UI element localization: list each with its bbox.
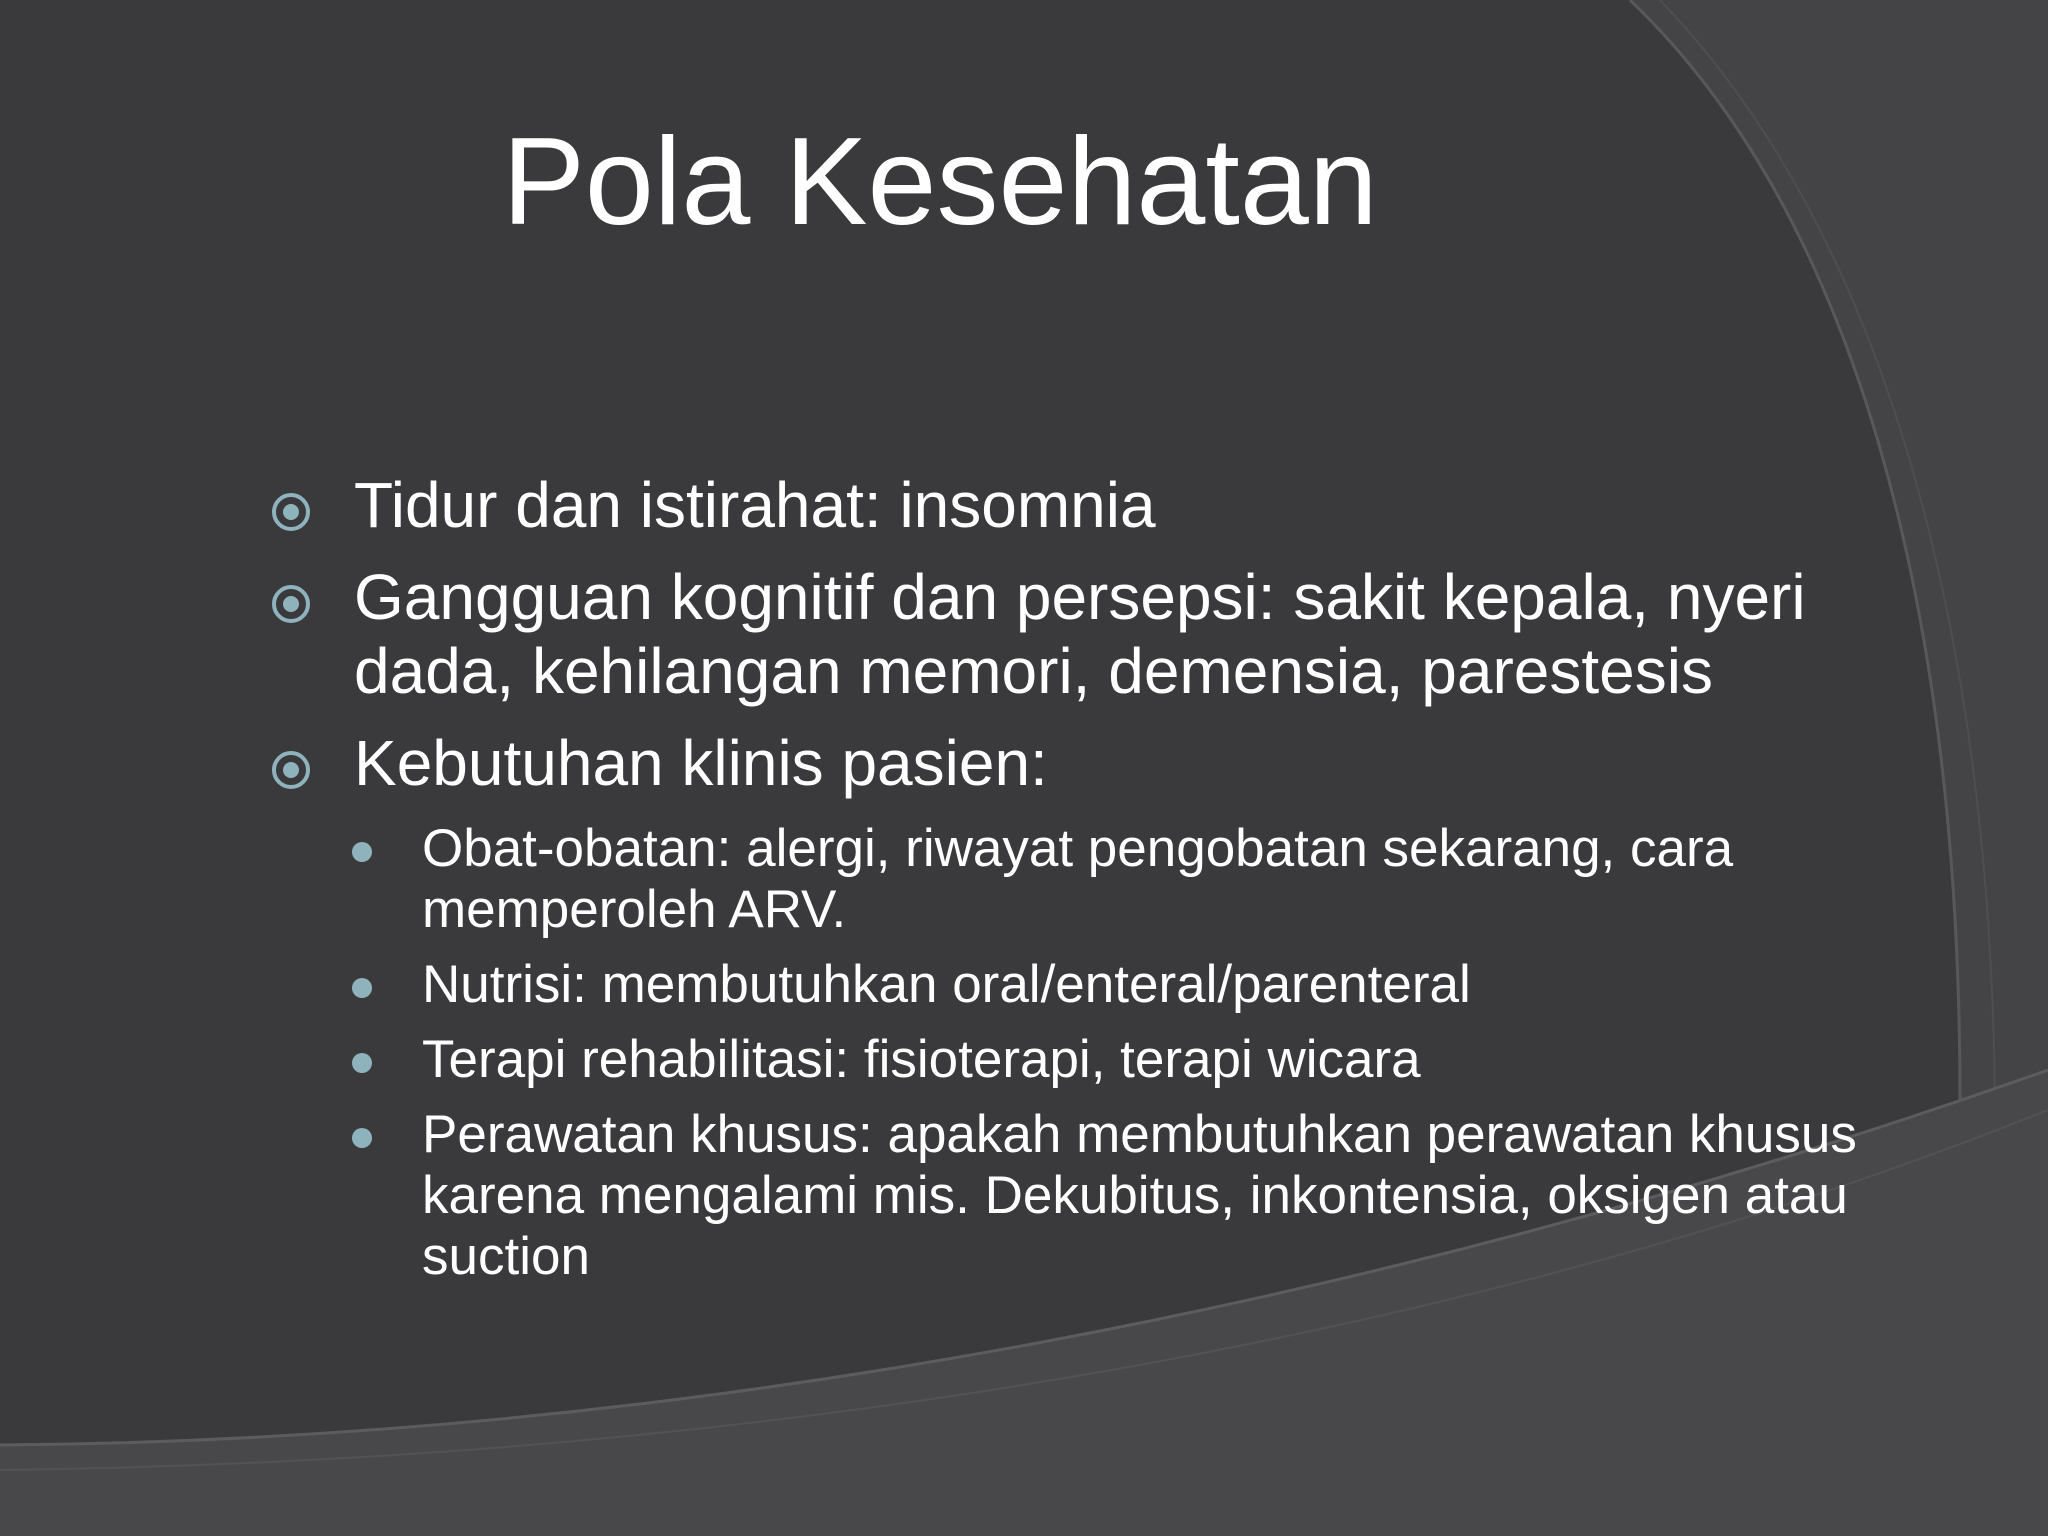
bullet-item: [270, 560, 1910, 708]
sub-bullet-item: [422, 1029, 1910, 1090]
filled-dot-icon: [352, 978, 372, 998]
bullet-text: Kebutuhan klinis pasien:: [354, 727, 1048, 799]
circled-dot-icon: [270, 583, 312, 625]
sub-bullet-item: [422, 954, 1910, 1015]
bullet-item: [270, 726, 1910, 800]
circled-dot-icon: [270, 749, 312, 791]
bullet-text: Tidur dan istirahat: insomnia: [354, 469, 1156, 541]
circled-dot-icon: [270, 491, 312, 533]
sub-bullet-text: Terapi rehabilitasi: fisioterapi, terapi wicara: [422, 1030, 1421, 1089]
bullet-text: Gangguan kognitif dan persepsi: sakit kepala, nyeri dada, kehilangan memori, demensia, parestesis: [354, 561, 1806, 707]
filled-dot-icon: [352, 842, 372, 862]
bullet-item: [270, 468, 1910, 542]
sub-bullet-item: [422, 1104, 1910, 1287]
sub-bullet-text: Perawatan khusus: apakah membutuhkan perawatan khusus karena mengalami mis. Dekubitus, inkontensia, oksigen atau suction: [422, 1105, 1857, 1286]
filled-dot-icon: [352, 1128, 372, 1148]
slide-title: Pola Kesehatan: [502, 113, 1378, 251]
sub-bullet-text: Obat-obatan: alergi, riwayat pengobatan sekarang, cara memperoleh ARV.: [422, 819, 1734, 939]
sub-bullet-text: Nutrisi: membutuhkan oral/enteral/parenteral: [422, 955, 1471, 1014]
sub-bullet-item: [422, 818, 1910, 940]
sub-bullet-list: [270, 818, 1910, 1287]
bullet-list: [270, 468, 1910, 1301]
filled-dot-icon: [352, 1053, 372, 1073]
